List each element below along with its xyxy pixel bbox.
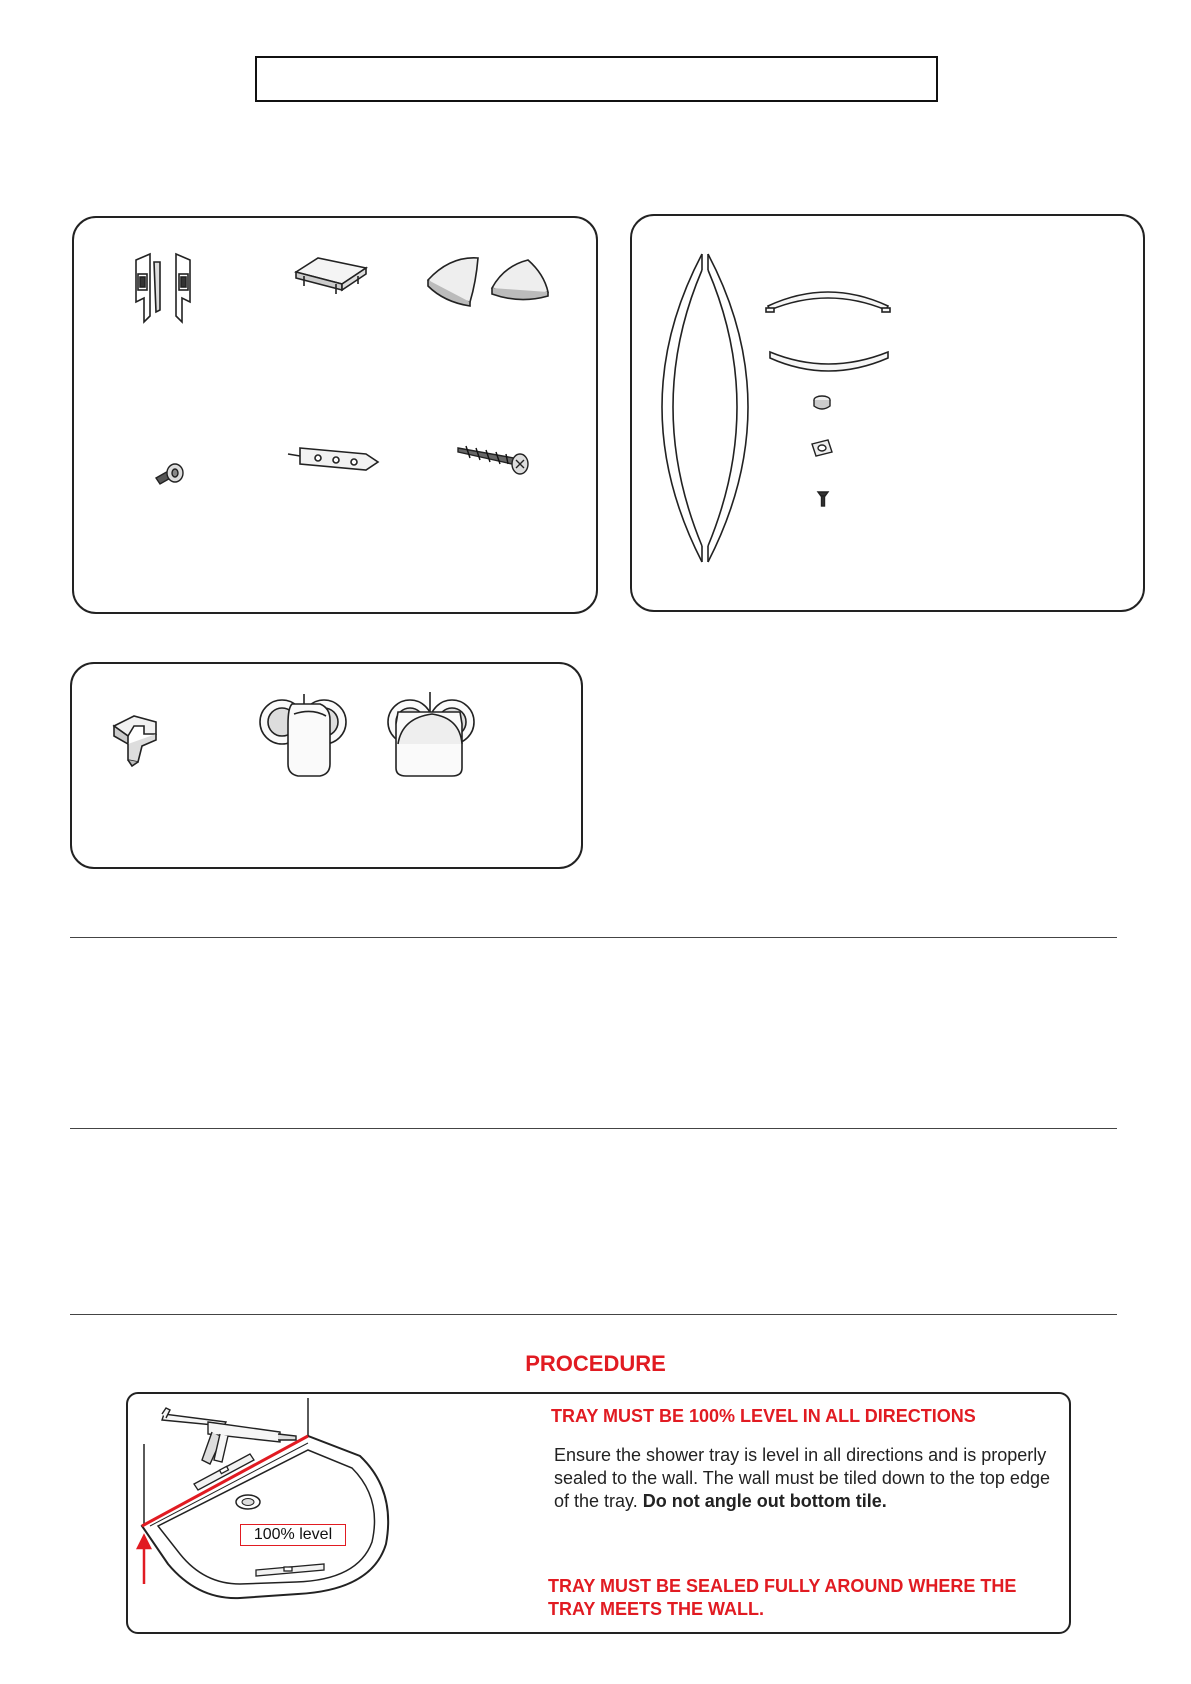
machine-screw-icon [156,464,183,484]
corner-cap-pair-icon [428,258,548,306]
curved-handle-bottom-icon [770,352,888,371]
divider-3 [70,1314,1117,1315]
sealed-heading-line2: TRAY MEETS THE WALL. [548,1599,765,1619]
level-heading: TRAY MUST BE 100% LEVEL IN ALL DIRECTIONS [551,1406,976,1426]
sealed-heading-line1: TRAY MUST BE SEALED FULLY AROUND WHERE THE [548,1576,1017,1596]
curved-handle-top-icon [766,292,890,312]
door-handle-pair-icon [662,254,748,562]
wall-plug-icon [288,448,378,470]
handle-panel-icons [632,216,1147,614]
guide-block-icon [114,716,156,766]
wood-screw-icon [458,446,528,474]
rollers-panel-icons [72,664,585,871]
end-cap-icon [296,258,366,294]
procedure-body-text: Ensure the shower tray is level in all directions and is properly sealed to the wall. The wall must be tiled down to the top edge of the tray. [554,1445,1050,1511]
door-roller-icon [388,692,474,776]
title-box [255,56,938,102]
fittings-panel-icons [74,218,600,616]
washer-icon [812,440,832,456]
fittings-panel [72,216,598,614]
up-arrow-icon [138,1536,150,1584]
sealed-heading [548,1575,1068,1621]
small-screw-icon [818,492,828,506]
level-label: 100% level [253,1526,333,1543]
shower-tray-illustration [128,1394,548,1632]
divider-1 [70,937,1117,938]
handle-panel [630,214,1145,612]
divider-2 [70,1128,1117,1129]
cap-nut-icon [814,396,830,409]
procedure-body [554,1444,1054,1513]
wall-bracket-pair-icon [136,254,190,322]
procedure-title: PROCEDURE [525,1351,666,1376]
level-label-box [240,1524,346,1546]
door-roller-icon [260,694,346,776]
procedure-body-bold: Do not angle out bottom tile. [642,1491,887,1511]
rollers-panel [70,662,583,869]
